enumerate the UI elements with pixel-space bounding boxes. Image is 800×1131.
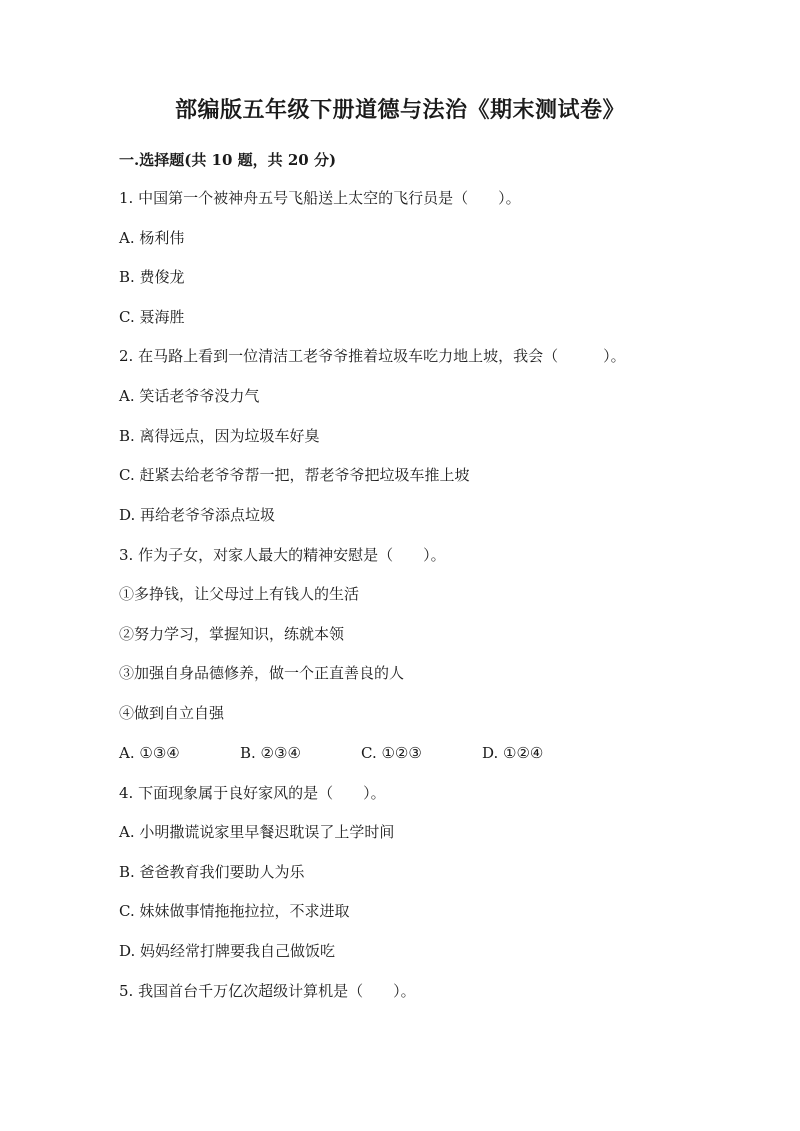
- page-title: 部编版五年级下册道德与法治《期末测试卷》: [174, 97, 625, 123]
- question-3-options: [119, 743, 719, 763]
- question-1-option-b: B. 费俊龙: [119, 268, 185, 286]
- question-2-option-c: C. 赶紧去给老爷爷帮一把，帮老爷爷把垃圾车推上坡: [119, 466, 470, 484]
- question-2-option-d: D. 再给老爷爷添点垃圾: [119, 506, 276, 524]
- question-4-option-a: A. 小明撒谎说家里早餐迟耽误了上学时间: [119, 823, 395, 841]
- question-3-statement-1: ①多挣钱，让父母过上有钱人的生活: [119, 585, 360, 603]
- question-3-stem: 3. 作为子女，对家人最大的精神安慰是（ ）。: [119, 546, 446, 564]
- question-4-option-d: D. 妈妈经常打牌要我自己做饭吃: [119, 942, 336, 960]
- question-3-statement-4: ④做到自立自强: [119, 704, 225, 722]
- question-1-option-a: A. 杨利伟: [119, 229, 185, 247]
- question-2-option-a: A. 笑话老爷爷没力气: [119, 387, 260, 405]
- section-heading: 一.选择题(共 10 题，共 20 分): [119, 151, 337, 169]
- question-2-stem: 2. 在马路上看到一位清洁工老爷爷推着垃圾车吃力地上坡，我会（ ）。: [119, 347, 626, 365]
- question-4-stem: 4. 下面现象属于良好家风的是（ ）。: [119, 784, 386, 802]
- question-1-option-c: C. 聂海胜: [119, 308, 185, 326]
- question-3-option-d: D. ①②④: [482, 744, 544, 762]
- question-3-option-a: A. ①③④: [119, 744, 180, 762]
- question-5-stem: 5. 我国首台千万亿次超级计算机是（ ）。: [119, 982, 416, 1000]
- question-3-statement-2: ②努力学习，掌握知识，练就本领: [119, 625, 345, 643]
- question-3-option-c: C. ①②③: [361, 744, 422, 762]
- question-4-option-c: C. 妹妹做事情拖拖拉拉，不求进取: [119, 902, 350, 920]
- question-4-option-b: B. 爸爸教育我们要助人为乐: [119, 863, 305, 881]
- question-3-statement-3: ③加强自身品德修养，做一个正直善良的人: [119, 664, 405, 682]
- question-1-stem: 1. 中国第一个被神舟五号飞船送上太空的飞行员是（ ）。: [119, 189, 521, 207]
- question-3-option-b: B. ②③④: [240, 744, 301, 762]
- question-2-option-b: B. 离得远点，因为垃圾车好臭: [119, 427, 320, 445]
